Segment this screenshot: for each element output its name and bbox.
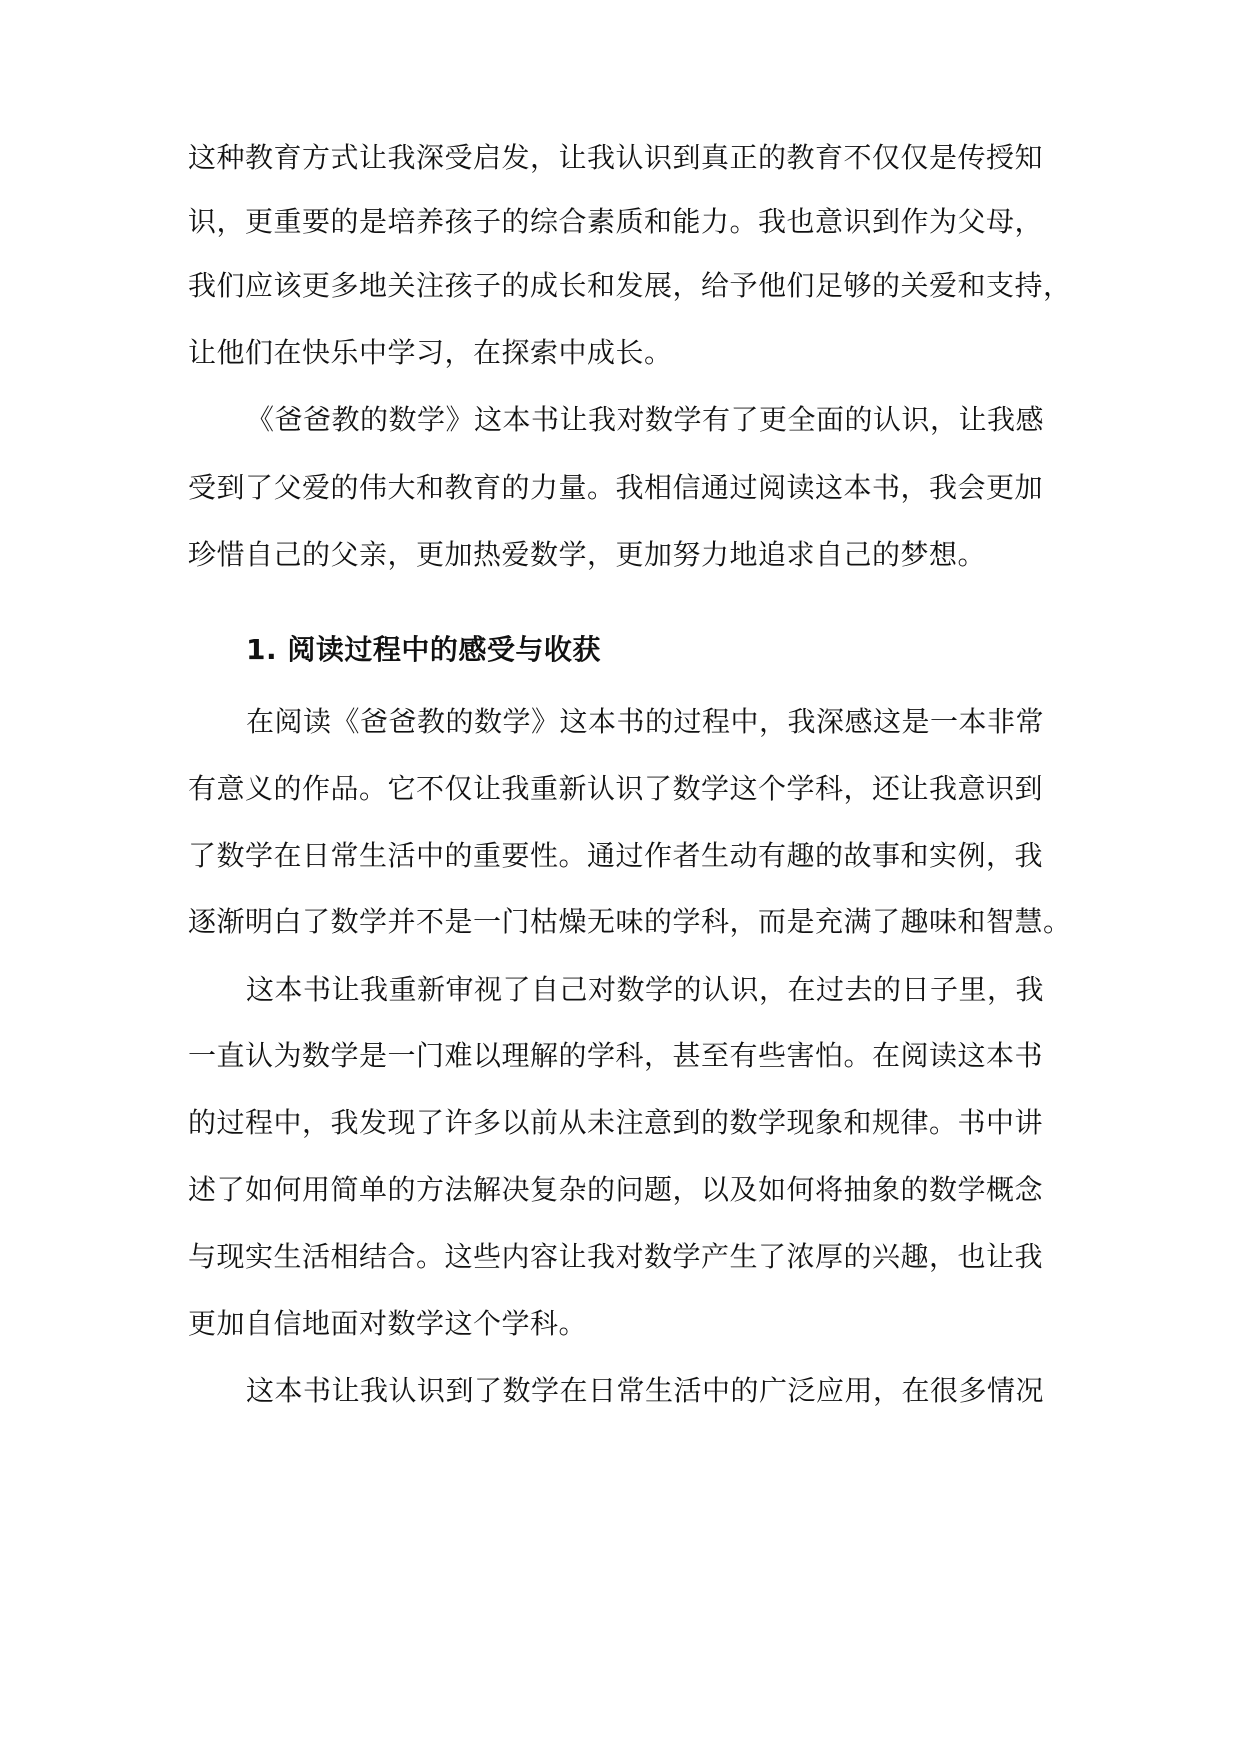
paragraph-1-line-2: 识，更重要的是培养孩子的综合素质和能力。我也意识到作为父母，: [188, 205, 1044, 238]
paragraph-4-line-1: 这本书让我重新审视了自己对数学的认识，在过去的日子里，我: [246, 973, 1045, 1006]
paragraph-4-line-3: 的过程中，我发现了许多以前从未注意到的数学现象和规律。书中讲: [188, 1106, 1044, 1139]
paragraph-1-line-3: 我们应该更多地关注孩子的成长和发展，给予他们足够的关爱和支持，: [188, 269, 1072, 302]
paragraph-2-line-3: 珍惜自己的父亲，更加热爱数学，更加努力地追求自己的梦想。: [188, 538, 987, 571]
paragraph-4-line-5: 与现实生活相结合。这些内容让我对数学产生了浓厚的兴趣，也让我: [188, 1240, 1044, 1273]
paragraph-3-line-4: 逐渐明白了数学并不是一门枯燥无味的学科，而是充满了趣味和智慧。: [188, 905, 1072, 938]
paragraph-3-line-1: 在阅读《爸爸教的数学》这本书的过程中，我深感这是一本非常: [246, 705, 1045, 738]
paragraph-3-line-3: 了数学在日常生活中的重要性。通过作者生动有趣的故事和实例，我: [188, 839, 1044, 872]
paragraph-2-line-2: 受到了父爱的伟大和教育的力量。我相信通过阅读这本书，我会更加: [188, 471, 1044, 504]
paragraph-4-line-2: 一直认为数学是一门难以理解的学科，甚至有些害怕。在阅读这本书: [188, 1039, 1044, 1072]
paragraph-1-line-4: 让他们在快乐中学习，在探索中成长。: [188, 336, 673, 369]
paragraph-3-line-2: 有意义的作品。它不仅让我重新认识了数学这个学科，还让我意识到: [188, 772, 1044, 805]
paragraph-4-line-4: 述了如何用简单的方法解决复杂的问题，以及如何将抽象的数学概念: [188, 1173, 1044, 1206]
paragraph-1-line-1: 这种教育方式让我深受启发，让我认识到真正的教育不仅仅是传授知: [188, 141, 1044, 174]
section-heading: 1. 阅读过程中的感受与收获: [246, 633, 601, 666]
paragraph-2-line-1: 《爸爸教的数学》这本书让我对数学有了更全面的认识，让我感: [246, 403, 1045, 436]
paragraph-4-line-6: 更加自信地面对数学这个学科。: [188, 1307, 588, 1340]
paragraph-5-line-1: 这本书让我认识到了数学在日常生活中的广泛应用，在很多情况: [246, 1374, 1045, 1407]
